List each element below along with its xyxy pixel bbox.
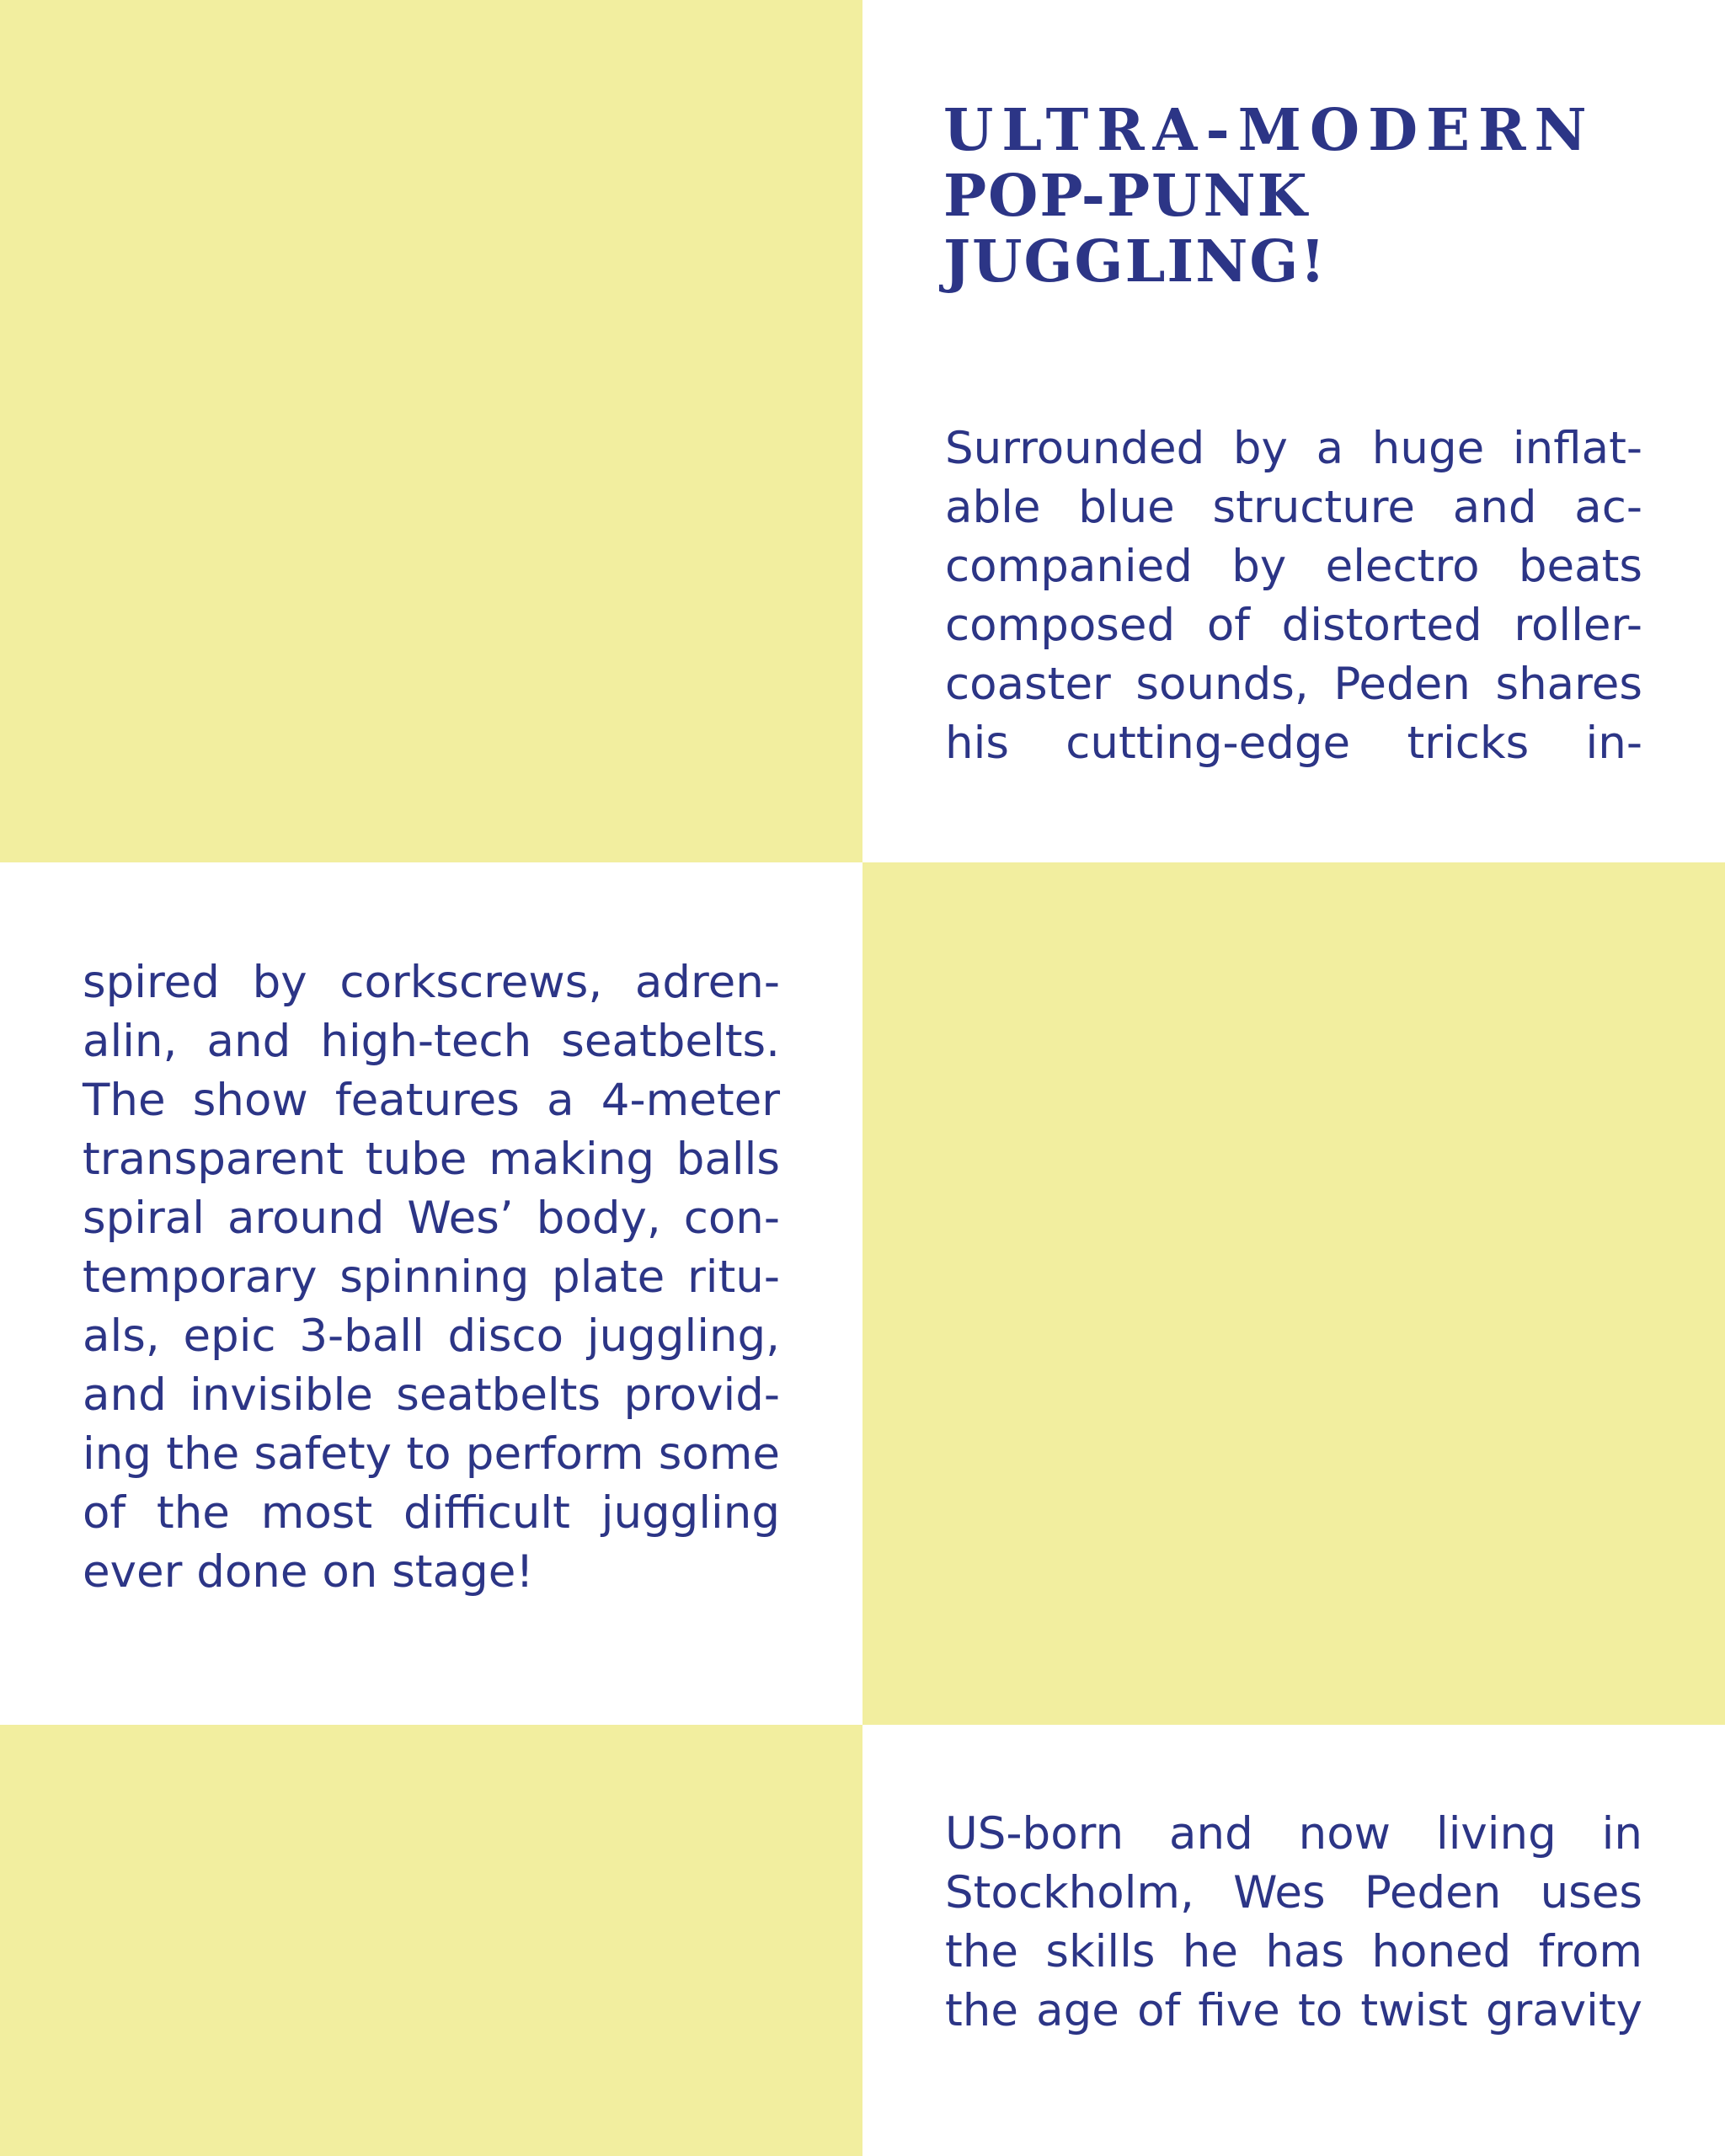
yellow-block-middle-right bbox=[862, 862, 1725, 1725]
yellow-block-bottom-left bbox=[0, 1725, 862, 2156]
text-line: the age of five to twist gravity bbox=[945, 1985, 1642, 2036]
show-description-paragraph bbox=[83, 953, 780, 1602]
text-line: spired by corkscrews, adren- bbox=[83, 957, 780, 1008]
text-line: US-born and now living in bbox=[945, 1808, 1642, 1860]
text-line: als, epic 3-ball disco juggling, bbox=[83, 1310, 780, 1362]
text-line: able blue structure and ac- bbox=[945, 482, 1642, 533]
text-line: Surrounded by a huge inflat- bbox=[945, 423, 1642, 474]
text-line: the skills he has honed from bbox=[945, 1926, 1642, 1977]
text-line: transparent tube making balls bbox=[83, 1134, 780, 1185]
text-line: The show features a 4-meter bbox=[83, 1075, 780, 1126]
title-line: POP-PUNK bbox=[943, 163, 1309, 230]
text-line: spiral around Wes’ body, con- bbox=[83, 1193, 780, 1244]
text-line: composed of distorted roller- bbox=[945, 600, 1642, 651]
text-line: temporary spinning plate ritu- bbox=[83, 1251, 780, 1303]
text-line: alin, and high-tech seatbelts. bbox=[83, 1016, 780, 1067]
text-line: Stockholm, Wes Peden uses bbox=[945, 1867, 1642, 1919]
text-line: companied by electro beats bbox=[945, 541, 1642, 592]
intro-paragraph bbox=[945, 419, 1642, 773]
text-line: and invisible seatbelts provid- bbox=[83, 1369, 780, 1421]
title-line: ULTRA-MODERN bbox=[943, 97, 1595, 164]
biography-paragraph bbox=[945, 1805, 1642, 2041]
page-title bbox=[943, 98, 1651, 295]
text-line: ever done on stage! bbox=[83, 1546, 534, 1598]
text-line: coaster sounds, Peden shares bbox=[945, 659, 1642, 710]
text-line: his cutting-edge tricks in- bbox=[945, 718, 1642, 769]
text-line: ing the safety to perform some bbox=[83, 1428, 780, 1480]
title-line: JUGGLING! bbox=[943, 228, 1327, 296]
yellow-block-top-left bbox=[0, 0, 862, 862]
text-line: of the most difficult juggling bbox=[83, 1487, 780, 1539]
